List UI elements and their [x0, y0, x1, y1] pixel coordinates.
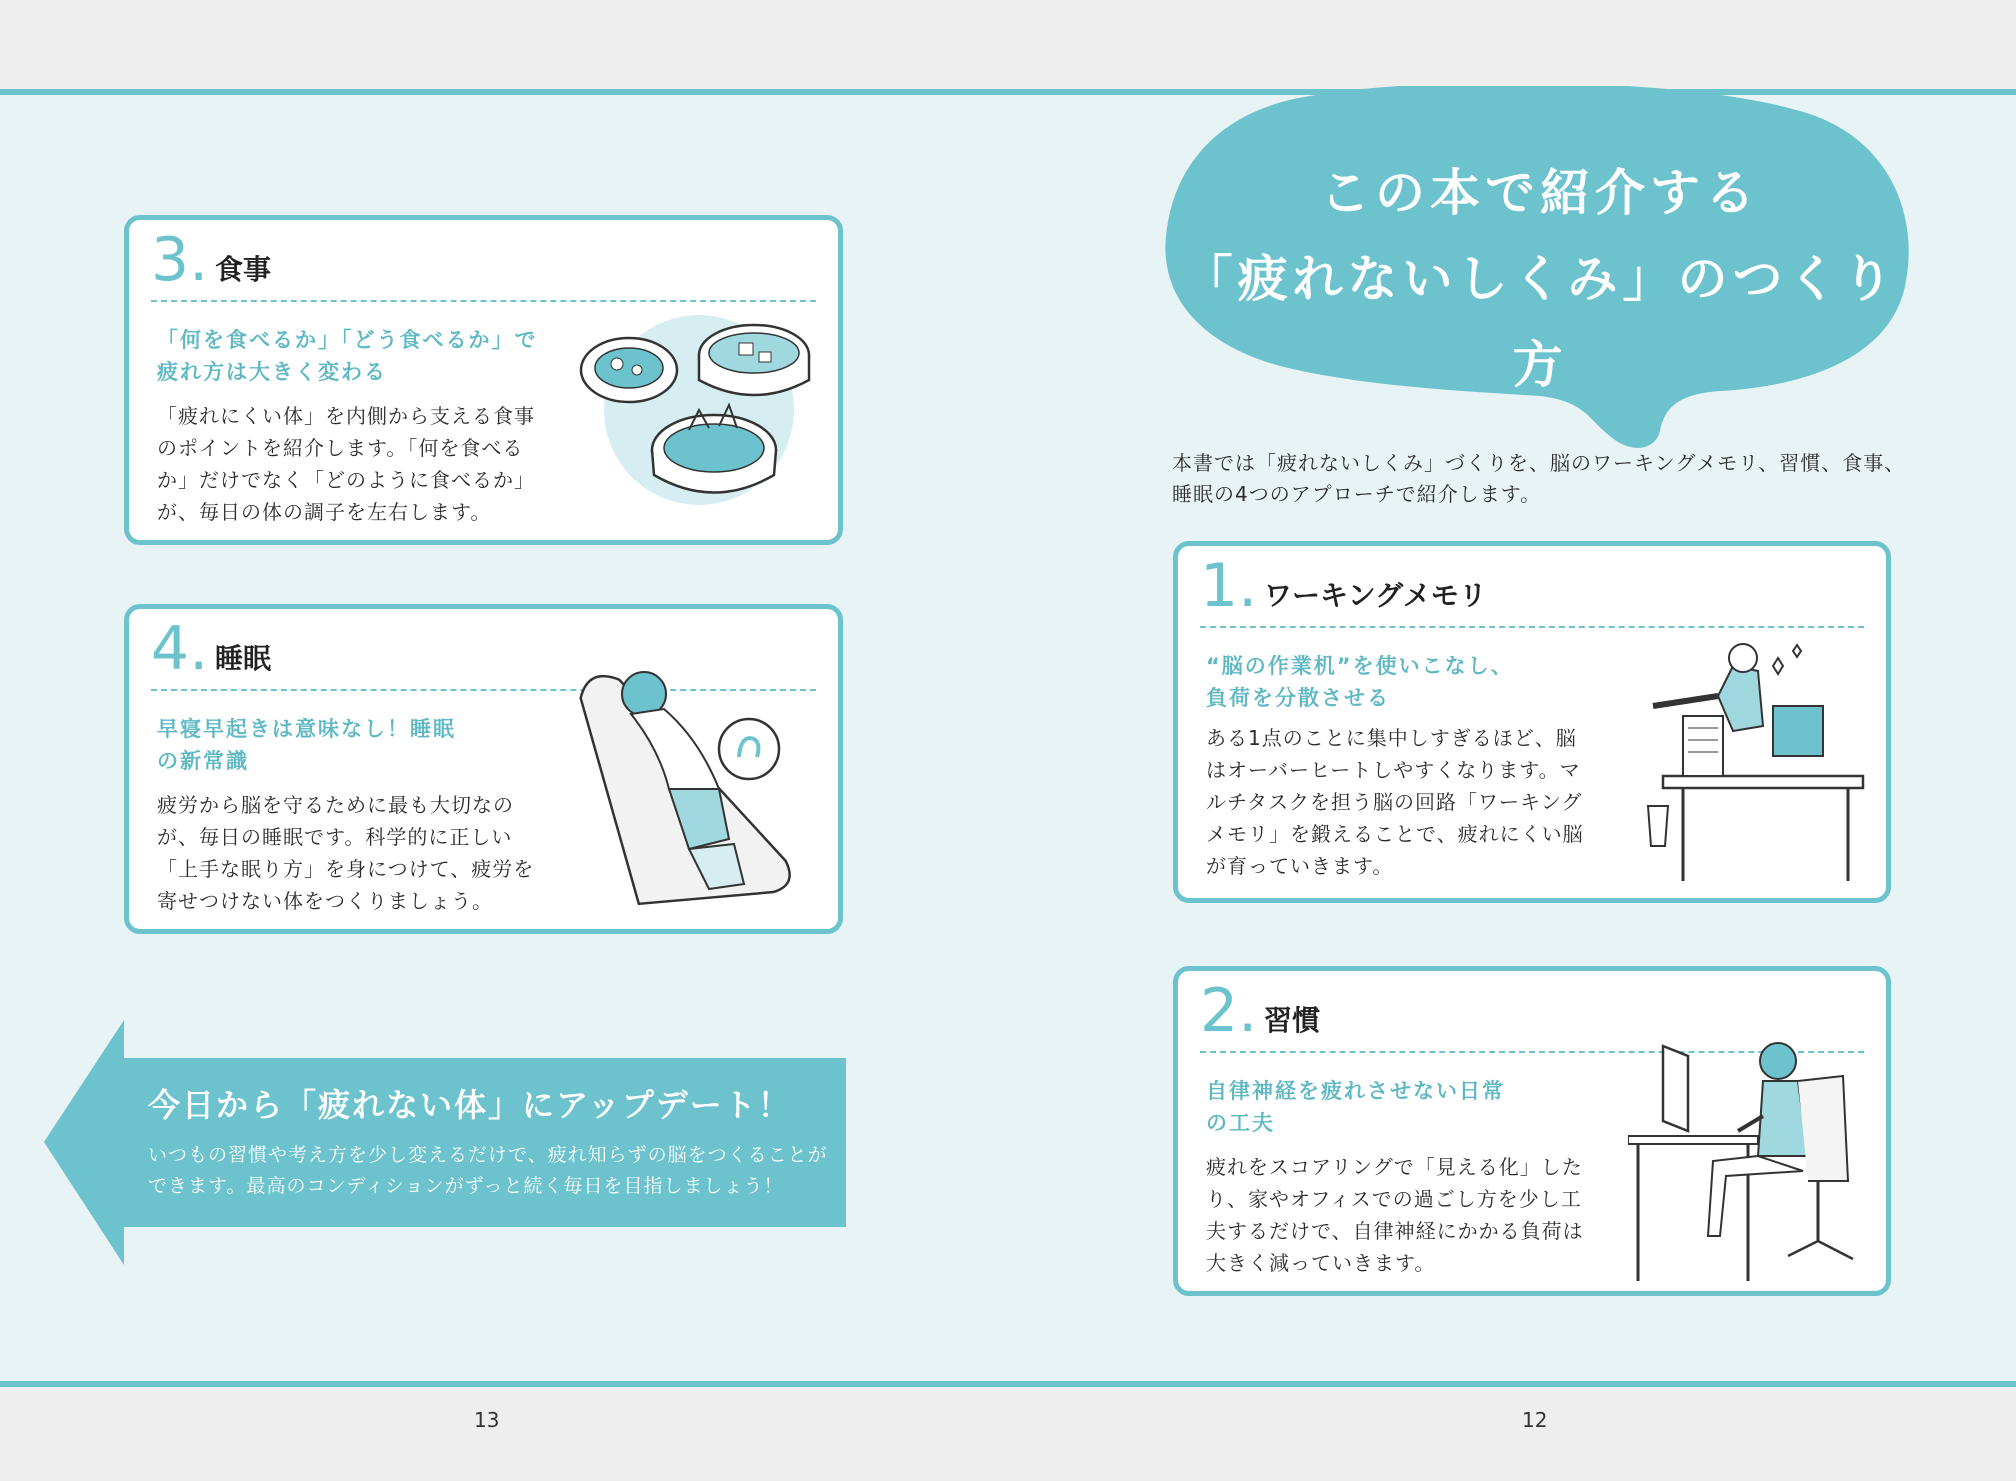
section-title: 食事 — [215, 253, 272, 286]
section-subtitle: 「何を食べるか」「どう食べるか」で疲れ方は大きく変わる — [157, 328, 538, 384]
intro-text: 本書では「疲れないしくみ」づくりを、脳のワーキングメモリ、習慣、食事、睡眠の4つのアプローチで紹介します。 — [1172, 451, 1906, 506]
section-title: 習慣 — [1264, 1004, 1321, 1037]
section-body: 疲れをスコアリングで「見える化」したり、家やオフィスでの過ごし方を少し工夫するだけで、自律神経にかかる負荷は大きく減っていきます。 — [1206, 1155, 1584, 1275]
section-number: 2. — [1200, 976, 1258, 1046]
overloaded-desk-worker-illustration — [1623, 636, 1873, 886]
card-habit — [1173, 966, 1891, 1296]
person-at-desk-illustration — [1628, 1031, 1868, 1286]
banner-body: いつもの習慣や考え方を少し変えるだけで、疲れ知らずの脳をつくることができます。最高のコンディションがずっと続く毎日を目指しましょう！ — [148, 1144, 828, 1197]
dashed-divider — [1200, 626, 1864, 628]
banner-heading: 今日から「疲れない体」にアップデート！ — [148, 1086, 792, 1124]
section-body: 「疲れにくい体」を内側から支える食事のポイントを紹介します。「何を食べるか」だけでなく「どのように食べるか」が、毎日の体の調子を左右します。 — [157, 404, 535, 524]
section-subtitle: “脳の作業机”を使いこなし、負荷を分散させる — [1206, 654, 1514, 710]
section-title: ワーキングメモリ — [1264, 579, 1487, 612]
section-number: 1. — [1200, 551, 1258, 621]
food-dishes-illustration — [579, 300, 819, 510]
card-working-memory — [1173, 541, 1891, 903]
section-body: 疲労から脳を守るために最も大切なのが、毎日の睡眠です。科学的に正しい「上手な眠り方」を身につけて、疲労を寄せつけない体をつくりましょう。 — [157, 793, 535, 913]
page-number-left: 13 — [474, 1408, 500, 1432]
section-body: ある1点のことに集中しすぎるほど、脳はオーバーヒートしやすくなります。マルチタスクを担う脳の回路「ワーキングメモリ」を鍛えることで、疲れにくい脳が育っていきます。 — [1206, 726, 1584, 878]
section-subtitle: 早寝早起きは意味なし！睡眠の新常識 — [157, 717, 456, 773]
section-subtitle: 自律神経を疲れさせない日常の工夫 — [1206, 1079, 1505, 1135]
title-line-2: 「疲れないしくみ」のつくり方 — [1182, 250, 1898, 394]
sleeping-person-illustration — [569, 639, 829, 919]
title-line-1: この本で紹介する — [1320, 164, 1760, 222]
card-sleep — [124, 604, 843, 934]
page-number-right: 12 — [1522, 1408, 1548, 1432]
section-number: 3. — [151, 225, 209, 295]
section-number: 4. — [151, 614, 209, 684]
card-meal — [124, 215, 843, 545]
section-title: 睡眠 — [215, 642, 272, 675]
spread-title — [1170, 150, 1910, 408]
